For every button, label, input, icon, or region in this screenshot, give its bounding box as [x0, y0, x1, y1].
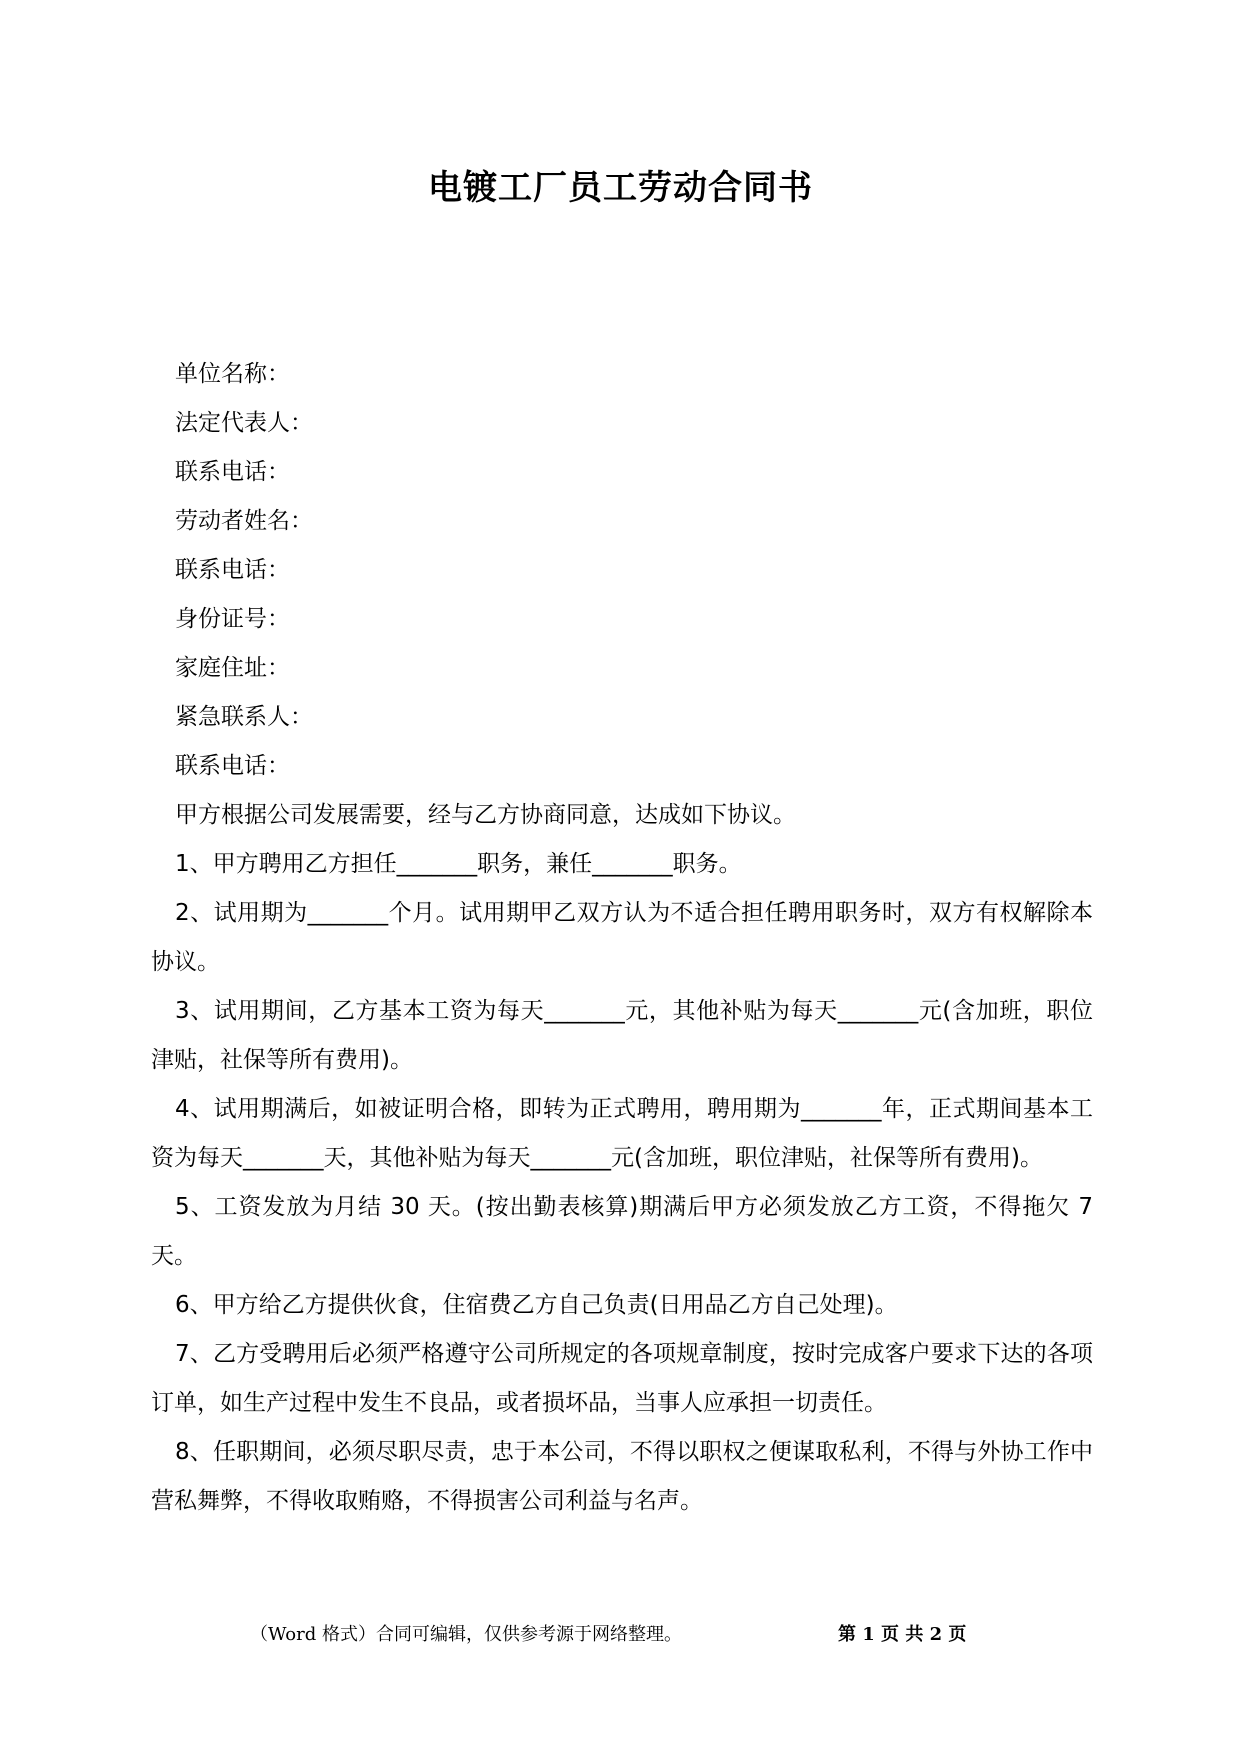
clause-7: 7、乙方受聘用后必须严格遵守公司所规定的各项规章制度，按时完成客户要求下达的各项订单，如生产过程中发生不良品，或者损坏品，当事人应承担一切责任。 [151, 1341, 1093, 1416]
field-emergency-phone: 联系电话： [175, 753, 290, 779]
clause-2: 2、试用期为_______个月。试用期甲乙双方认为不适合担任聘用职务时，双方有权解除本协议。 [151, 900, 1093, 975]
clause-5: 5、工资发放为月结 30 天。(按出勤表核算)期满后甲方必须发放乙方工资，不得拖欠 7 天。 [151, 1194, 1093, 1269]
field-emergency-contact: 紧急联系人： [175, 704, 313, 730]
clause-4: 4、试用期满后，如被证明合格，即转为正式聘用，聘用期为_______年，正式期间基本工资为每天_______天，其他补贴为每天_______元(含加班，职位津贴，社保等所有费用)。 [151, 1096, 1093, 1171]
field-legal-representative: 法定代表人： [175, 410, 313, 436]
clause-3: 3、试用期间，乙方基本工资为每天_______元，其他补贴为每天_______元(含加班，职位津贴，社保等所有费用)。 [151, 998, 1093, 1073]
field-home-address: 家庭住址： [175, 655, 290, 681]
page-number: 第 1 页 共 2 页 [838, 1624, 967, 1645]
clause-6: 6、甲方给乙方提供伙食，住宿费乙方自己负责(日用品乙方自己处理)。 [175, 1292, 898, 1318]
field-employer-phone: 联系电话： [175, 459, 290, 485]
field-id-number: 身份证号： [175, 606, 290, 632]
document-title: 电镀工厂员工劳动合同书 [428, 168, 813, 208]
clause-1: 1、甲方聘用乙方担任_______职务，兼任_______职务。 [175, 851, 742, 877]
document-body [151, 350, 1093, 1526]
clause-8: 8、任职期间，必须尽职尽责，忠于本公司，不得以职权之便谋取私利，不得与外协工作中营私舞弊，不得收取贿赂，不得损害公司利益与名声。 [151, 1439, 1093, 1514]
field-employee-phone: 联系电话： [175, 557, 290, 583]
field-company-name: 单位名称： [175, 361, 290, 387]
footer-note: （Word 格式）合同可编辑，仅供参考源于网络整理。 [250, 1624, 682, 1645]
field-employee-name: 劳动者姓名： [175, 508, 313, 534]
intro-paragraph: 甲方根据公司发展需要，经与乙方协商同意，达成如下协议。 [175, 802, 796, 828]
